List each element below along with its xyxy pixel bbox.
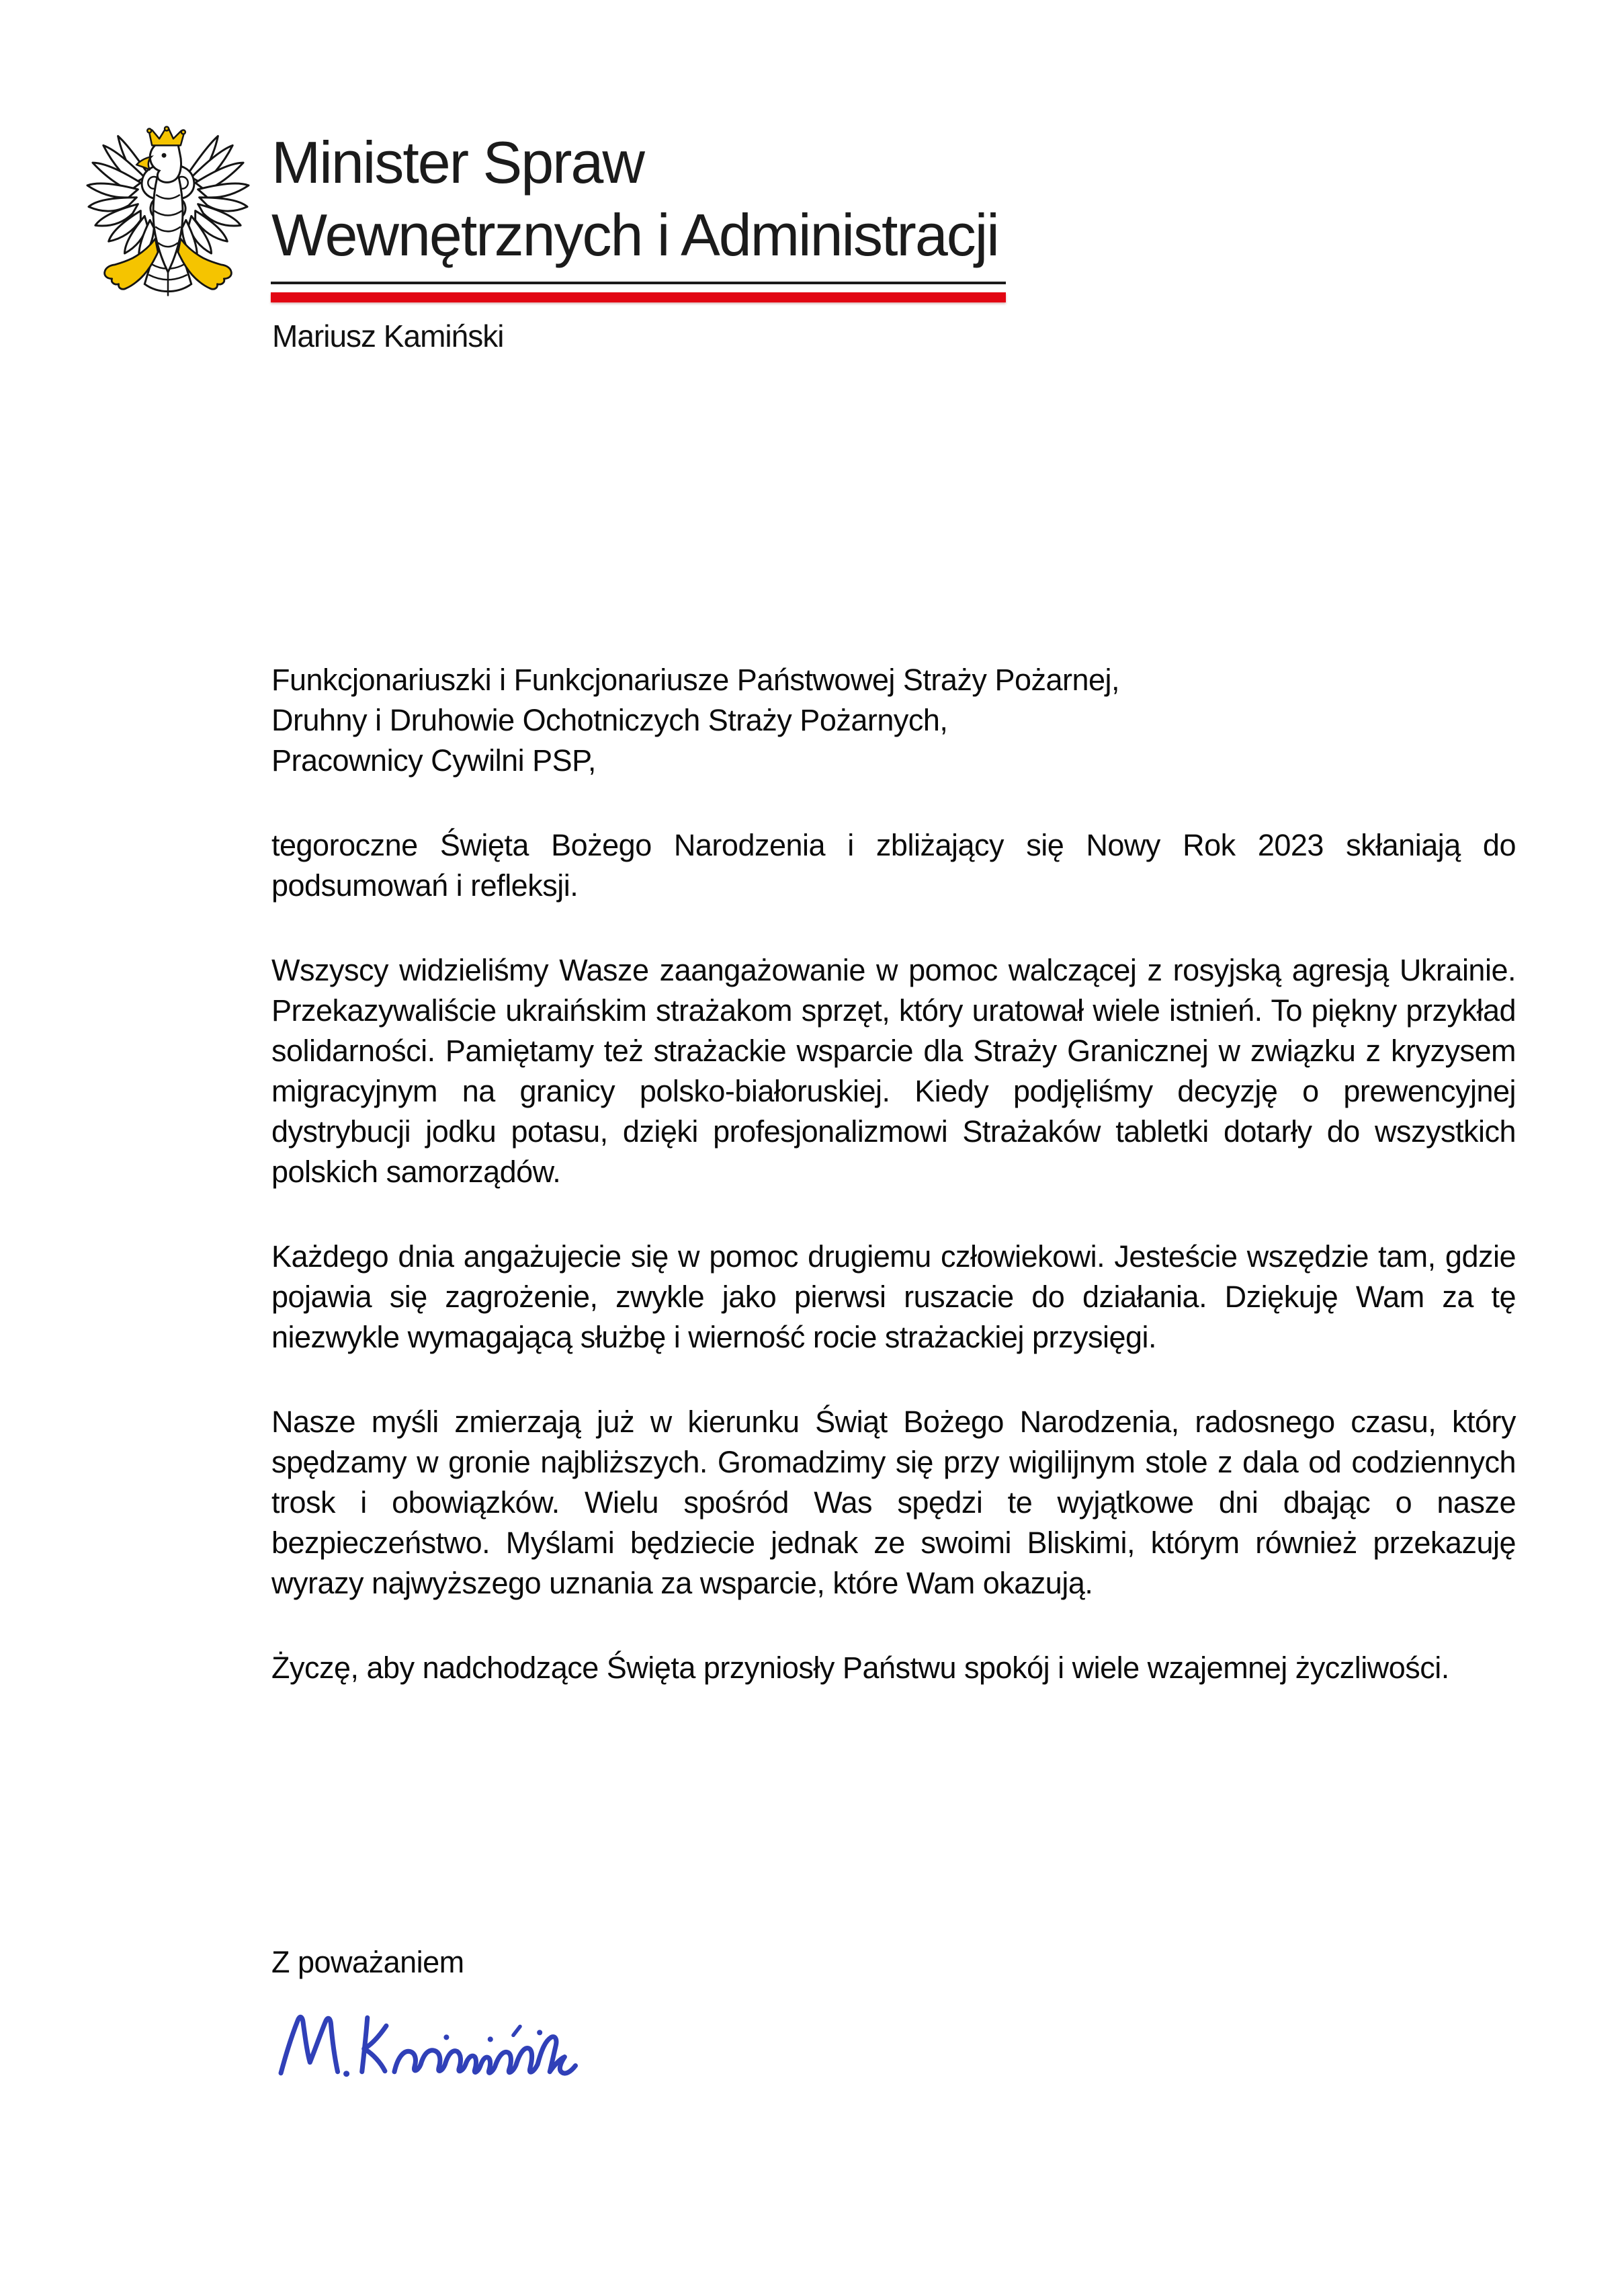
eagle-eye: [162, 153, 167, 158]
ministry-title: [271, 126, 998, 272]
salutation-line: Funkcjonariuszki i Funkcjonariusze Państwowej Straży Pożarnej,: [271, 663, 1120, 697]
salutation-line: Druhny i Druhowie Ochotniczych Straży Pożarnych,: [271, 703, 948, 737]
coat-of-arms-eagle-emblem: [85, 125, 251, 305]
letter-paragraph: Nasze myśli zmierzają już w kierunku Świąt Bożego Narodzenia, radosnego czasu, który spędzamy w gronie najbliższych. Gromadzimy się przy wigilijnym stole z dala od codziennych trosk i obowiązków. Wielu spośród Was spędzi te wyjątkowe dni dbając o nasze bezpieczeństwo. Myślami będziecie jednak ze swoimi Bliskimi, którym również przekazuję wyrazy najwyższego uznania za wsparcie, które Wam okazują.: [271, 1405, 1516, 1600]
letter-body: [271, 660, 1516, 1733]
letter-paragraph: Życzę, aby nadchodzące Święta przyniosły Państwu spokój i wiele wzajemnej życzliwości.: [271, 1651, 1449, 1685]
ministry-title-line1: Minister Spraw: [271, 129, 644, 196]
salutation-line: Pracownicy Cywilni PSP,: [271, 743, 596, 778]
closing-phrase: Z poważaniem: [271, 1945, 464, 1979]
flag-separator: [271, 282, 1006, 302]
letter-paragraph: Każdego dnia angażujecie się w pomoc drugiemu człowiekowi. Jesteście wszędzie tam, gdzie pojawia się zagrożenie, zwykle jako pierwsi ruszacie do działania. Dziękuję Wam za tę niezwykle wymagającą służbę i wierność rocie strażackiej przysięgi.: [271, 1239, 1516, 1354]
letter-paragraph: Wszyscy widzieliśmy Wasze zaangażowanie w pomoc walczącej z rosyjską agresją Ukrainie. Przekazywaliście ukraińskim strażakom sprzęt, który uratował wiele istnień. To piękny przykład solidarności. Pamiętamy też strażackie wsparcie dla Straży Granicznej w związku z kryzysem migracyjnym na granicy polsko-białoruskiej. Kiedy podjęliśmy decyzję o prewencyjnej dystrybucji jodku potasu, dzięki profesjonalizmowi Strażaków tabletki dotarły do wszystkich polskich samorządów.: [271, 953, 1516, 1189]
eagle-crown: [147, 127, 185, 146]
flag-red-stripe: [271, 292, 1006, 302]
ministry-title-line2: Wewnętrznych i Administracji: [271, 202, 998, 268]
letter-paragraph: tegoroczne Święta Bożego Narodzenia i zbliżający się Nowy Rok 2023 skłaniają do podsumowań i refleksji.: [271, 828, 1516, 903]
minister-name: Mariusz Kamiński: [272, 319, 504, 354]
flag-white-stripe: [271, 284, 1006, 292]
salutation-block: [271, 660, 1516, 781]
signature-handwriting: [274, 2006, 642, 2085]
